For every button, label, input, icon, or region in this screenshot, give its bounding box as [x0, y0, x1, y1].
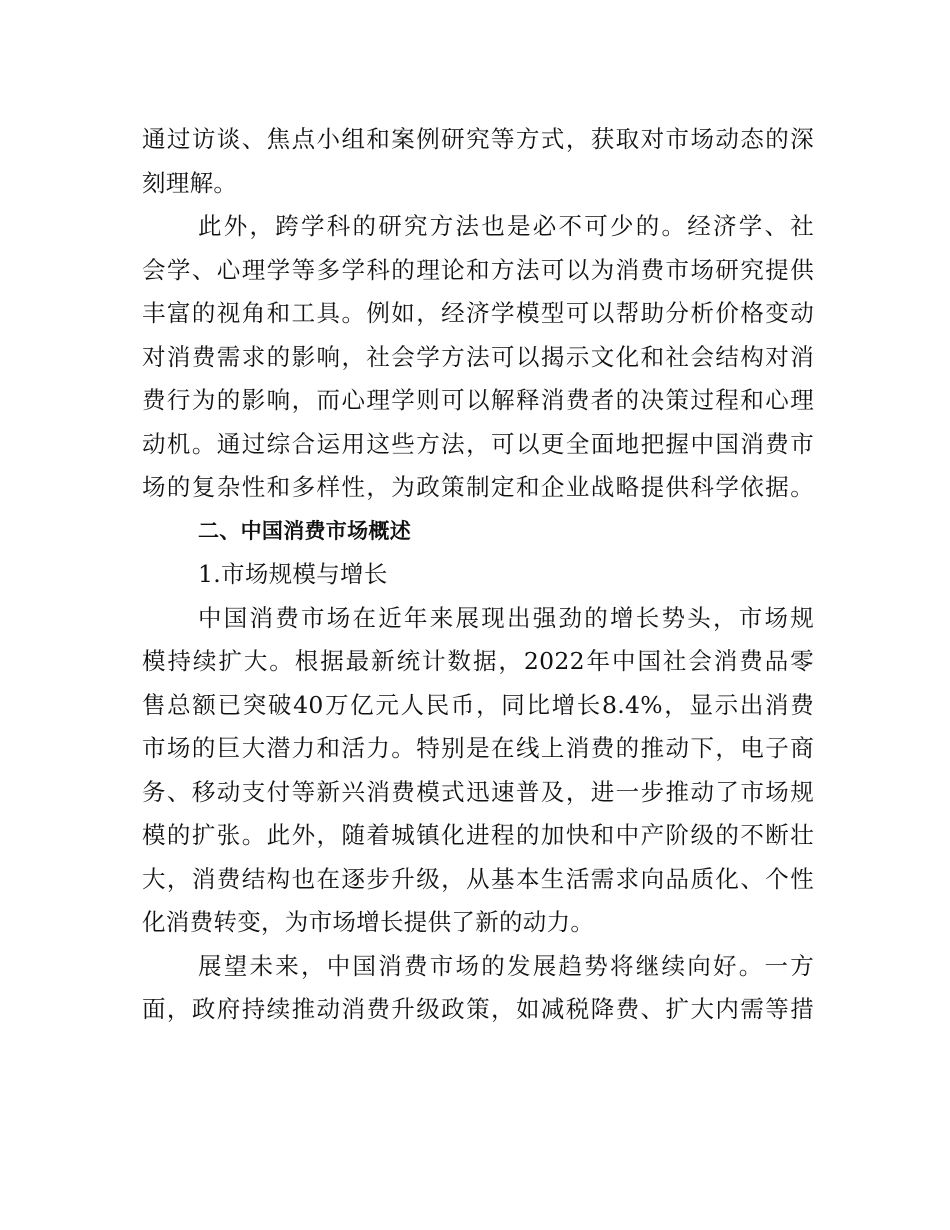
paragraph-line: 会学、心理学等多学科的理论和方法可以为消费市场研究提供	[142, 255, 814, 284]
paragraph-line: 展望未来，中国消费市场的发展趋势将继续向好。一方	[198, 951, 814, 980]
subsection-heading: 1.市场规模与增长	[198, 560, 388, 588]
paragraph-line: 务、移动支付等新兴消费模式迅速普及，进一步推动了市场规	[142, 777, 814, 806]
paragraph-line: 刻理解。	[142, 168, 238, 197]
paragraph-line: 市场的巨大潜力和活力。特别是在线上消费的推动下，电子商	[142, 734, 814, 762]
paragraph-line: 场的复杂性和多样性，为政策制定和企业战略提供科学依据。	[142, 473, 814, 501]
document-page	[142, 118, 814, 1032]
paragraph-line: 对消费需求的影响，社会学方法可以揭示文化和社会结构对消	[142, 342, 814, 371]
paragraph-line: 中国消费市场在近年来展现出强劲的增长势头，市场规	[198, 603, 814, 632]
paragraph-line: 丰富的视角和工具。例如，经济学模型可以帮助分析价格变动	[142, 299, 814, 327]
paragraph-line: 模的扩张。此外，随着城镇化进程的加快和中产阶级的不断壮	[142, 821, 814, 849]
paragraph-line: 通过访谈、焦点小组和案例研究等方式，获取对市场动态的深	[142, 125, 814, 153]
paragraph-line: 化消费转变，为市场增长提供了新的动力。	[142, 908, 595, 936]
paragraph-line: 费行为的影响，而心理学则可以解释消费者的决策过程和心理	[142, 386, 814, 414]
paragraph-line: 售总额已突破40万亿元人民币，同比增长8.4%，显示出消费	[142, 690, 814, 719]
paragraph-line: 动机。通过综合运用这些方法，可以更全面地把握中国消费市	[142, 429, 814, 458]
paragraph-line: 大，消费结构也在逐步升级，从基本生活需求向品质化、个性	[142, 864, 814, 893]
paragraph-line: 面，政府持续推动消费升级政策，如减税降费、扩大内需等措	[142, 995, 814, 1023]
section-heading: 二、中国消费市场概述	[198, 518, 411, 543]
paragraph-line: 模持续扩大。根据最新统计数据，2022年中国社会消费品零	[142, 647, 814, 675]
paragraph-line: 此外，跨学科的研究方法也是必不可少的。经济学、社	[198, 212, 814, 240]
